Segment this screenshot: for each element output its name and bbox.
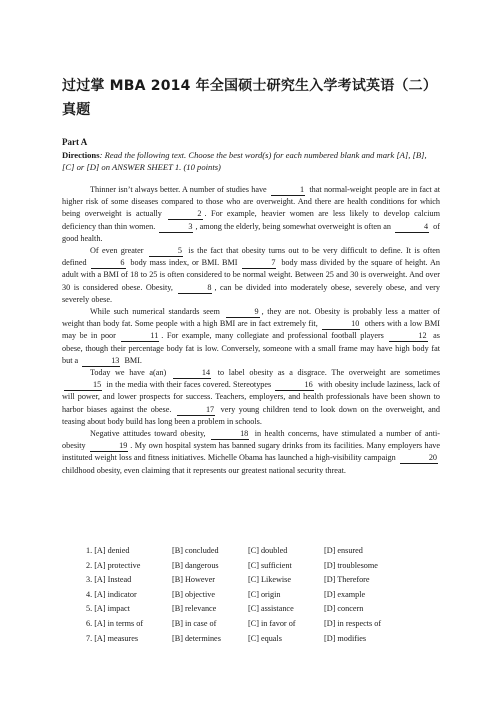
passage <box>62 184 440 477</box>
option-row <box>86 617 440 632</box>
option-choice[interactable]: [D] Therefore <box>324 575 370 585</box>
passage-text: Thinner isn’t always better. A number of studies have <box>90 185 269 194</box>
passage-text: is the fact that obesity turns out to be very difficult to define. It is often defined <box>62 246 440 268</box>
option-row <box>86 602 440 617</box>
answer-blank-6[interactable]: 6 <box>91 258 125 269</box>
option-choice[interactable]: [C] sufficient <box>248 560 292 570</box>
option-row <box>86 573 440 588</box>
passage-text: with obesity include laziness, lack of will power, and lower prospects for success. Teachers, employers, and health professionals have been shown to harbor biases against the obese. <box>62 380 440 414</box>
passage-paragraph <box>62 428 440 477</box>
passage-text: . For example, many collegiate and professional football players <box>161 331 388 341</box>
directions <box>62 149 440 173</box>
exam-title: 过过掌 MBA 2014 年全国硕士研究生入学考试英语（二）真题 <box>62 78 438 118</box>
passage-text: others with a low BMI may be in poor <box>62 319 440 341</box>
passage-text: in the media with their faces covered. Stereotypes <box>104 380 274 390</box>
option-row <box>86 544 440 559</box>
answer-blank-9[interactable]: 9 <box>226 307 260 318</box>
passage-text: BMI. <box>122 355 142 365</box>
option-choice[interactable]: [B] However <box>172 575 215 585</box>
option-row <box>86 632 440 647</box>
passage-text: While such numerical standards seem <box>90 307 224 317</box>
option-choice[interactable]: [D] example <box>324 589 366 599</box>
option-choice[interactable]: [B] determines <box>172 633 221 643</box>
option-choice[interactable]: [D] modifies <box>324 633 367 643</box>
option-choice[interactable]: [D] in respects of <box>324 618 382 628</box>
passage-text: Today we have a(an) <box>90 368 171 378</box>
answer-blank-18[interactable]: 18 <box>211 429 249 440</box>
option-choice[interactable]: [B] concluded <box>172 546 219 555</box>
passage-text: to label obesity as a disgrace. The overweight are sometimes <box>213 368 441 378</box>
passage-text: that normal-weight people are in fact at higher risk of some diseases compared to those who are overweight. And there are health conditions for which being overweight is actually <box>62 185 440 219</box>
option-choice[interactable]: 1. [A] denied <box>86 546 130 555</box>
option-choice[interactable]: [B] dangerous <box>172 560 219 570</box>
answer-blank-7[interactable]: 7 <box>242 258 276 269</box>
option-choice[interactable]: [D] troublesome <box>324 560 378 570</box>
passage-paragraph <box>62 367 440 428</box>
answer-blank-20[interactable]: 20 <box>400 453 438 464</box>
answer-blank-1[interactable]: 1 <box>271 185 305 196</box>
passage-paragraph <box>62 184 440 245</box>
passage-text: Of even greater <box>90 246 147 256</box>
option-choice[interactable]: [B] in case of <box>172 618 217 628</box>
answer-blank-12[interactable]: 12 <box>389 331 427 342</box>
answer-blank-11[interactable]: 11 <box>121 331 159 342</box>
passage-text: of good health. <box>62 221 441 243</box>
passage-text: , they are not. Obesity is probably less a matter of weight than body fat. Some people with a high BMI are in fact extremely fit, <box>62 307 440 329</box>
answer-blank-2[interactable]: 2 <box>168 209 202 220</box>
option-choice[interactable]: [C] doubled <box>248 546 288 555</box>
answer-blank-17[interactable]: 17 <box>177 405 215 416</box>
passage-paragraph <box>62 306 440 367</box>
passage-paragraph <box>62 245 440 306</box>
option-choice[interactable]: 7. [A] measures <box>86 633 139 643</box>
option-choice[interactable]: 3. [A] Instead <box>86 575 132 585</box>
directions-text: : Read the following text. Choose the best word(s) for each numbered blank and mark [A], [B], [C] or [D] on ANSWER SHEET 1. (10 points) <box>62 150 427 172</box>
option-choice[interactable]: [C] origin <box>248 589 281 599</box>
answer-blank-14[interactable]: 14 <box>173 368 211 379</box>
option-choice[interactable]: [C] equals <box>248 633 282 643</box>
answer-blank-10[interactable]: 10 <box>322 319 360 330</box>
passage-text: , among the elderly, being somewhat overweight is often an <box>195 221 394 231</box>
answer-blank-15[interactable]: 15 <box>64 380 102 391</box>
part-heading: Part A <box>62 137 88 147</box>
passage-text: body mass index, or BMI. BMI <box>127 258 241 268</box>
passage-text: very young children tend to look down on the overweight, and teasing about body build has long been a problem in schools. <box>62 404 440 426</box>
passage-text: . My own hospital system has banned sugary drinks from its facilities. Many employers have instituted weight loss and fitness initiatives. Michelle Obama has launched a high-visibility campaign <box>62 441 440 463</box>
option-choice[interactable]: 6. [A] in terms of <box>86 618 144 628</box>
option-choice[interactable]: [D] concern <box>324 604 364 614</box>
option-choice[interactable]: 5. [A] impact <box>86 604 130 614</box>
passage-text: childhood obesity, even claiming that it represents our greatest national security threat. <box>62 465 346 475</box>
option-choice[interactable]: [C] in favor of <box>248 618 296 628</box>
option-choice[interactable]: [C] Likewise <box>248 575 291 585</box>
passage-text: , can be divided into moderately obese, severely obese, and very severely obese. <box>62 282 440 304</box>
passage-text: . For example, heavier women are less likely to develop calcium deficiency than thin women. <box>62 209 441 231</box>
answer-blank-3[interactable]: 3 <box>159 222 193 233</box>
passage-text: as obese, though their percentage body fat is low. Conversely, someone with a small frame may have high body fat but a <box>62 331 440 365</box>
directions-label: Directions <box>62 150 100 160</box>
answer-blank-5[interactable]: 5 <box>149 246 183 257</box>
passage-text: Negative attitudes toward obesity, <box>90 429 210 439</box>
option-choice[interactable]: [B] relevance <box>172 604 217 614</box>
answer-blank-4[interactable]: 4 <box>395 222 429 233</box>
answer-options <box>86 544 440 646</box>
option-choice[interactable]: 4. [A] indicator <box>86 589 137 599</box>
answer-blank-8[interactable]: 8 <box>178 283 212 294</box>
passage-text: body mass divided by the square of height. An adult with a BMI of 18 to 25 is often considered to be normal weight. Between 25 and 30 is overweight. And over 30 is considered obese. Obesity, <box>62 258 440 292</box>
option-choice[interactable]: [B] objective <box>172 589 215 599</box>
passage-text: in health concerns, have stimulated a number of anti-obesity <box>62 429 440 451</box>
answer-blank-13[interactable]: 13 <box>82 356 120 367</box>
option-choice[interactable]: [C] assistance <box>248 604 294 614</box>
option-choice[interactable]: 2. [A] protective <box>86 560 141 570</box>
option-row <box>86 559 440 574</box>
answer-blank-16[interactable]: 16 <box>275 380 313 391</box>
option-row <box>86 588 440 603</box>
option-choice[interactable]: [D] ensured <box>324 546 363 555</box>
answer-blank-19[interactable]: 19 <box>90 441 128 452</box>
